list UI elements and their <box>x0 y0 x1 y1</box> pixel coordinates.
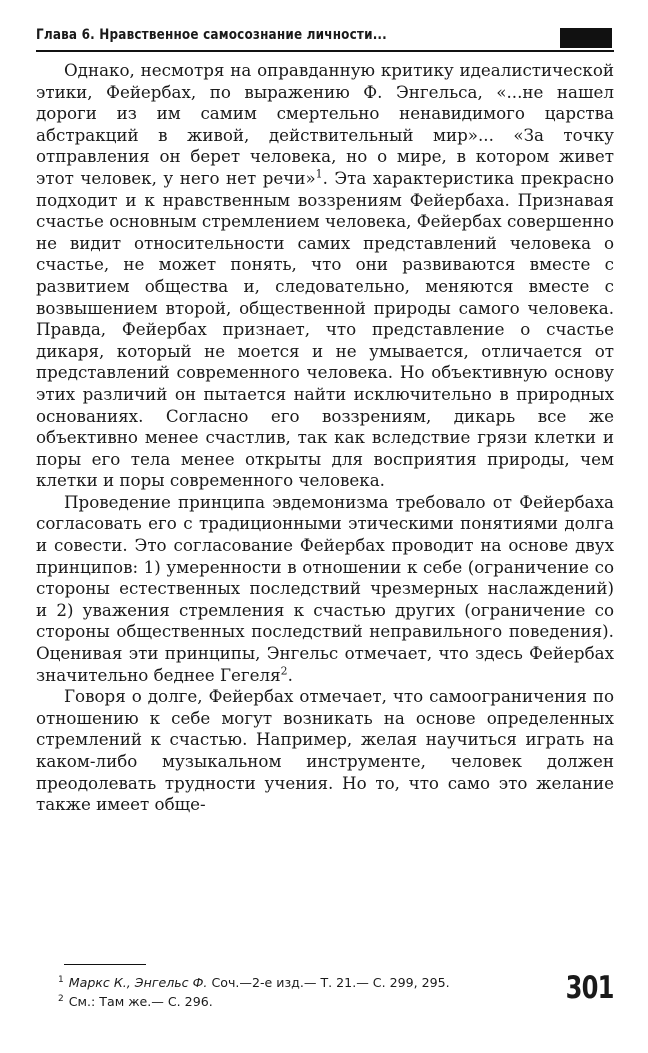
footnote-divider <box>64 964 146 965</box>
paragraph-1 <box>36 60 614 492</box>
footnote-ref-1: 1 <box>315 167 323 181</box>
paragraph-1-tail: . Эта характеристика прекрасно подходит и к нравственным воззрениям Фейербаха. Признавая счастье основным стремлением человека, Фейербах совершенно не видит относительности самих представлений человека о счастье, не может понять, что они развиваются вместе с развитием общества и, следовательно, меняются вместе с возвышением второй, общественной природы самого человека. Правда, Фейербах признает, что представление о счастье дикаря, который не моется и не умывается, отличается от представлений современного человека. Но объективную основу этих различий он пытается найти исключительно в природных основаниях. Согласно его воззрениям, дикарь все же объективно менее счастлив, так как вследствие грязи клетки и поры его тела менее открыты для восприятия природы, чем клетки и поры современного человека. <box>36 167 614 491</box>
chapter-title: Глава 6. Нравственное самосознание личности... <box>36 27 387 43</box>
footnote-2-number: 2 <box>58 993 64 1004</box>
footnote-1 <box>58 973 538 992</box>
footnote-1-number: 1 <box>58 974 64 985</box>
footnote-ref-2: 2 <box>280 664 288 678</box>
footnotes <box>58 973 538 1011</box>
page-number: 301 <box>565 970 614 1006</box>
paragraph-2-tail: . <box>287 664 293 685</box>
footnote-1-author: Маркс К., Энгельс Ф. <box>68 975 208 990</box>
body-text <box>36 60 614 816</box>
running-head <box>36 24 614 52</box>
footnote-2 <box>58 992 538 1011</box>
paragraph-3-text: Говоря о долге, Фейербах отмечает, что самоограничения по отношению к себе могут возникать на основе определенных стремлений к счастью. Например, желая научиться играть на каком-либо музыкальном инструменте, человек должен преодолевать трудности учения. Но то, что само это желание также имеет обще- <box>36 686 614 815</box>
footnote-1-text: Соч.—2-е изд.— Т. 21.— С. 299, 295. <box>207 975 450 990</box>
paragraph-1-text: Однако, несмотря на оправданную критику идеалистической этики, Фейербах, по выражению Ф. Энгельса, «...не нашел дороги из им самим смертельно ненавидимого царства абстракций в живой, действительный мир»... «За точку отправления он берет человека, но о мире, в котором живет этот человек, у него нет речи» <box>36 60 614 188</box>
paragraph-2-text: Проведение принципа эвдемонизма требовало от Фейербаха согласовать его с традиционными этическими понятиями долга и совести. Это согласование Фейербах проводит на основе двух принципов: 1) умеренности в отношении к себе (ограничение со стороны естественных последствий чрезмерных наслаждений) и 2) уважения стремления к счастью других (ограничение со стороны общественных последствий неправильного поведения). Оценивая эти принципы, Энгельс отмечает, что здесь Фейербах значительно беднее Гегеля <box>36 491 614 685</box>
paragraph-3 <box>36 686 614 816</box>
footnote-2-text: См.: Там же.— С. 296. <box>68 994 213 1009</box>
paragraph-2 <box>36 492 614 686</box>
header-bar-decoration <box>560 28 612 48</box>
